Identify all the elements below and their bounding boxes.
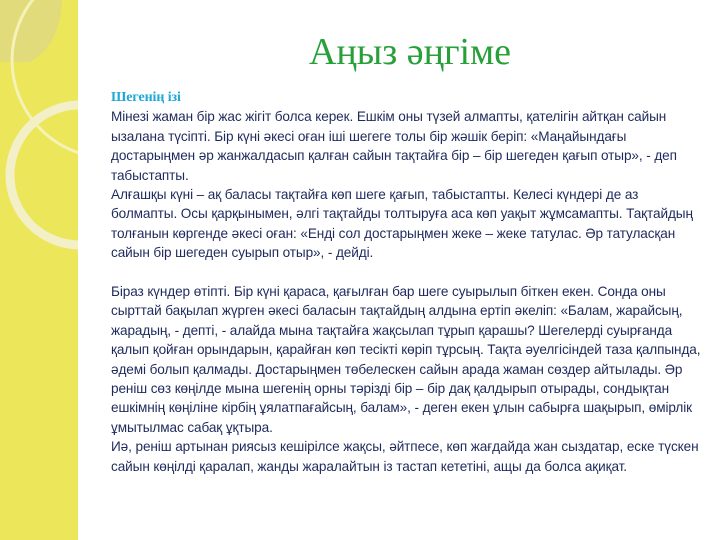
slide-body bbox=[111, 88, 701, 476]
decorative-side-strip bbox=[0, 0, 78, 540]
story-subtitle: Шегенің ізі bbox=[111, 90, 181, 105]
slide-title: Аңыз әңгіме bbox=[308, 31, 512, 73]
paragraph: Иә, реніш артынан риясыз кешірілсе жақсы, әйтпесе, көп жағдайда жан сыздатар, еске түскен сайын көңілді қаралап, жанды жаралайтын із тастап кететіні, ащы да болса ақиқат. bbox=[111, 439, 699, 474]
paragraph: Біраз күндер өтіпті. Бір күні қараса, қағылған бар шеге суырылып біткен екен. Сонда оны сырттай бақылап жүрген әкесі баласын тақтайдың алдына ертіп әкеліп: «Балам, жарайсың, жарадың, - депті, - алайда мына тақтайға жақсылап тұрып қарашы? Шегелерді суырғанда қалып қойған орындарын, қарайған көп тесікті көріп тұрсың. Тақта әуелгісіндей таза қалпында, әдемі болып қалмады. Достарыңмен төбелескен сайын арада жаман сөздер айтылады. Әр реніш сөз көңілде мына шегенің орны тәрізді бір – бір дақ қалдырып отырады, сондықтан ешкімнің көңіліне кірбің ұялатпағайсың, балам», - деген екен ұлын сабырға шақырып, өмірлік ұмытылмас сабақ ұқтыра. bbox=[111, 284, 701, 435]
spacer bbox=[111, 263, 701, 282]
paragraph: Алғашқы күні – ақ баласы тақтайға көп шеге қағып, табыстапты. Келесі күндері де аз болмапты. Осы қарқынымен, әлгі тақтайды толтыруға аса көп уақыт жұмсамапты. Тақтайдың толғанын көргенде әкесі оған: «Енді сол достарыңмен жеке – жеке татулас. Әр татуласқан сайын бір шегеден суырып отыр», - дейді. bbox=[111, 187, 693, 261]
decorative-arcs bbox=[0, 0, 78, 540]
paragraph: Мінезі жаман бір жас жігіт болса керек. Ешкім оны түзей алмапты, қателігін айтқан сайын ызалана түсіпті. Бір күні әкесі оған іші шегеге толы бір жәшік беріп: «Маңайындағы достарыңмен әр жанжалдасып қалған сайын тақтайға бір – бір шегеден қағып отыр», - деп табыстапты. bbox=[111, 109, 677, 183]
